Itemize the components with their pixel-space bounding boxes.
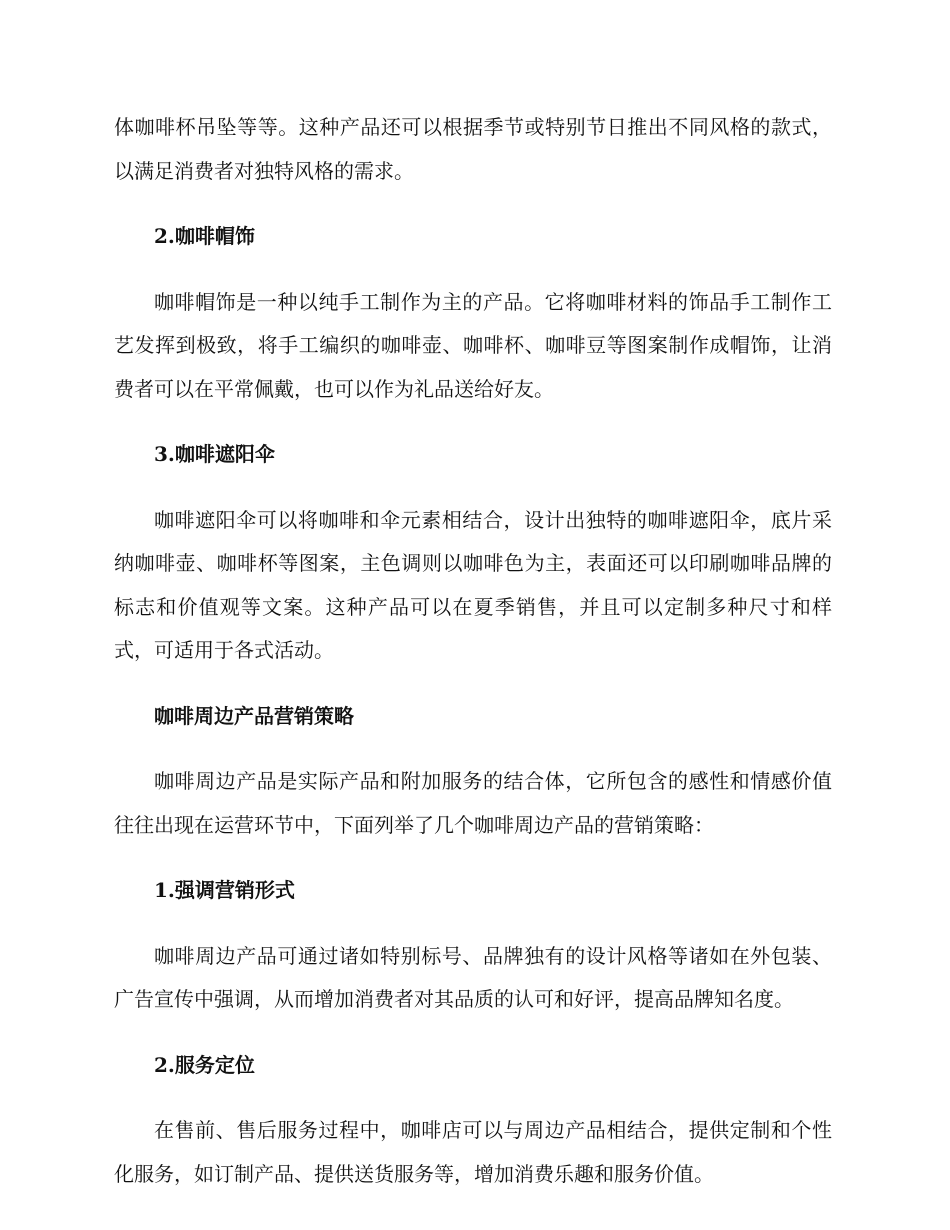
section-heading-marketing-form: 1.强调营销形式 — [154, 878, 295, 902]
spacer — [114, 847, 832, 869]
section-heading-service-positioning: 2.服务定位 — [154, 1052, 255, 1077]
paragraph-coffee-umbrella: 咖啡遮阳伞可以将咖啡和伞元素相结合，设计出独特的咖啡遮阳伞，底片采纳咖啡壶、咖啡杯等图案，主色调则以咖啡色为主，表面还可以印刷咖啡品牌的标志和价值观等文案。这种产品可以在夏季销售，并且可以定制多种尺寸和样式，可适用于各式活动。 — [114, 507, 832, 662]
spacer — [114, 193, 832, 215]
spacer — [114, 411, 832, 433]
spacer — [114, 673, 832, 695]
document-page — [114, 106, 832, 1196]
paragraph-continuation: 体咖啡杯吊坠等等。这种产品还可以根据季节或特别节日推出不同风格的款式，以满足消费者对独特风格的需求。 — [114, 115, 832, 183]
section-heading-coffee-umbrella: 3.咖啡遮阳伞 — [154, 442, 275, 466]
paragraph-coffee-hat: 咖啡帽饰是一种以纯手工制作为主的产品。它将咖啡材料的饰品手工制作工艺发挥到极致，将手工编织的咖啡壶、咖啡杯、咖啡豆等图案制作成帽饰，让消费者可以在平常佩戴，也可以作为礼品送给好友。 — [114, 289, 832, 401]
spacer — [114, 738, 832, 760]
spacer — [114, 913, 832, 935]
spacer — [114, 1087, 832, 1109]
paragraph-marketing-intro: 咖啡周边产品是实际产品和附加服务的结合体，它所包含的感性和情感价值往往出现在运营环节中，下面列举了几个咖啡周边产品的营销策略： — [114, 769, 832, 837]
spacer — [114, 259, 832, 281]
section-heading-coffee-hat: 2.咖啡帽饰 — [154, 224, 255, 248]
paragraph-service-positioning: 在售前、售后服务过程中，咖啡店可以与周边产品相结合，提供定制和个性化服务，如订制产品、提供送货服务等，增加消费乐趣和服务价值。 — [114, 1118, 832, 1186]
spacer — [114, 1022, 832, 1044]
section-heading-marketing-strategy: 咖啡周边产品营销策略 — [154, 703, 354, 728]
spacer — [114, 477, 832, 499]
paragraph-marketing-form: 咖啡周边产品可通过诸如特别标号、品牌独有的设计风格等诸如在外包装、广告宣传中强调，从而增加消费者对其品质的认可和好评，提高品牌知名度。 — [114, 943, 832, 1011]
